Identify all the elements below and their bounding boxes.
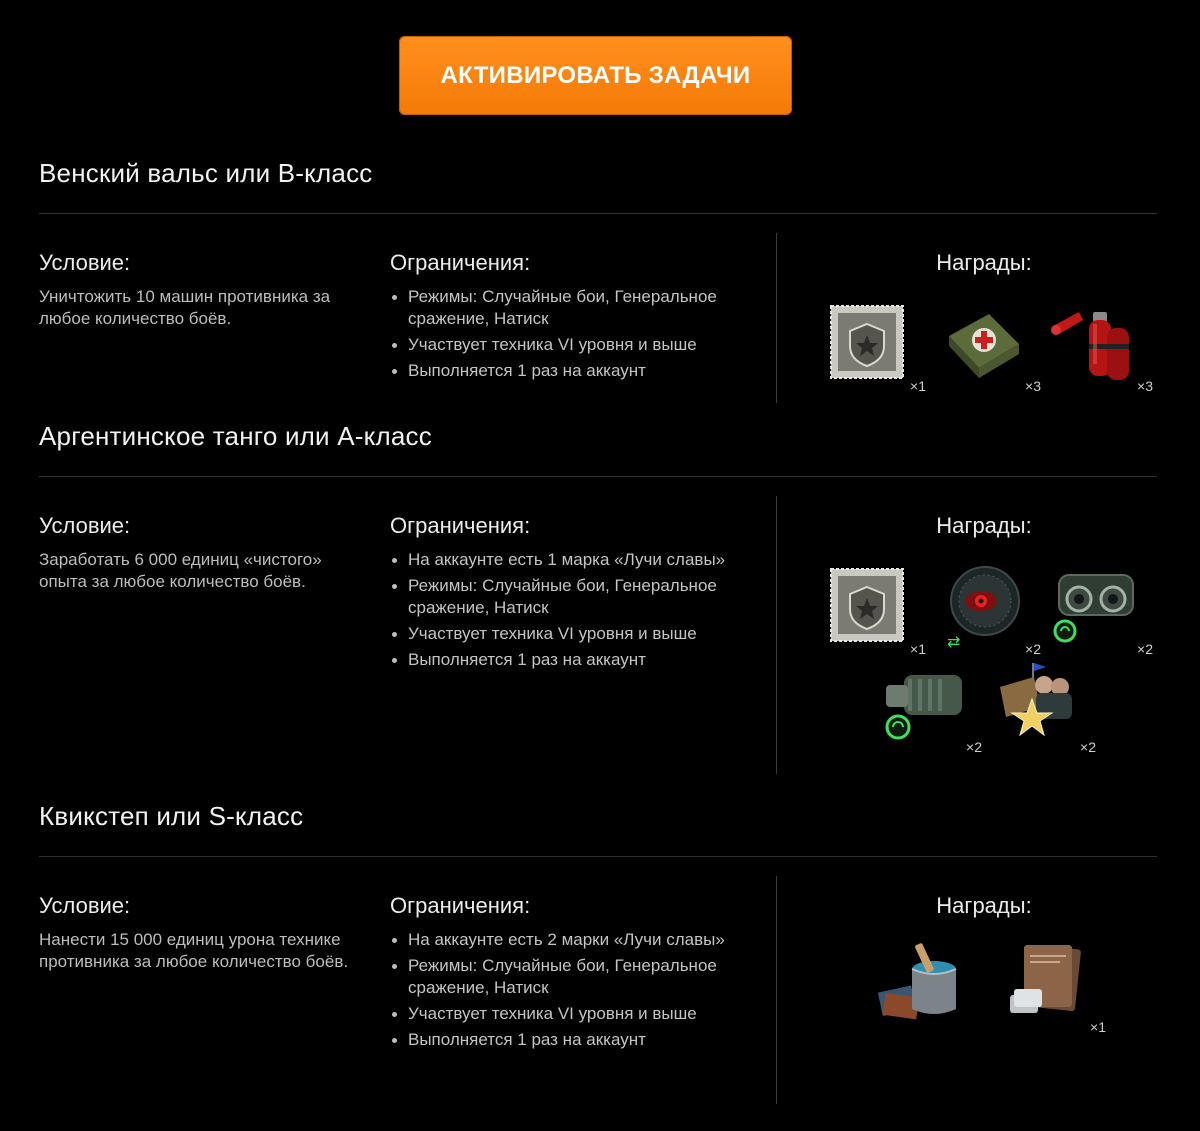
reward-item[interactable]: [822, 298, 926, 394]
restriction-item: На аккаунте есть 2 марки «Лучи славы»: [390, 929, 750, 951]
rewards-heading: Награды:: [936, 250, 1032, 275]
column-divider: [776, 496, 777, 774]
reward-qty: ×1: [910, 641, 926, 657]
reward-item[interactable]: [937, 298, 1041, 394]
section-divider: [39, 213, 1157, 214]
reward-item[interactable]: [876, 939, 966, 1029]
restrictions-heading: Ограничения:: [390, 513, 531, 538]
reward-item[interactable]: [1002, 939, 1106, 1035]
reward-item[interactable]: [822, 561, 926, 657]
fire-extinguisher-icon: [1049, 298, 1139, 388]
restriction-item: Участвует техника VI уровня и выше: [390, 623, 750, 645]
condition-text: Уничтожить 10 машин противника за любое количество боёв.: [39, 287, 331, 328]
paint-bucket-icon: [876, 939, 966, 1029]
turbo-engine-icon: [878, 659, 968, 749]
reward-item[interactable]: [878, 659, 982, 755]
reward-item[interactable]: [1049, 298, 1153, 394]
activate-tasks-button[interactable]: АКТИВИРОВАТЬ ЗАДАЧИ: [399, 36, 792, 115]
reward-qty: ×2: [1137, 641, 1153, 657]
condition-text: Заработать 6 000 единиц «чистого» опыта за любое количество боёв.: [39, 550, 322, 591]
reward-item[interactable]: [937, 561, 1041, 657]
task-title: Венский вальс или B-класс: [39, 158, 373, 188]
reward-qty: ×3: [1025, 378, 1041, 394]
restrictions-heading: Ограничения:: [390, 893, 531, 918]
task-title: Квикстеп или S-класс: [39, 801, 304, 831]
reward-item[interactable]: [992, 659, 1096, 755]
reward-qty: ×2: [966, 739, 982, 755]
mark-stamp-icon: [822, 298, 912, 388]
condition-heading: Условие:: [39, 250, 131, 275]
mark-stamp-icon: [822, 561, 912, 651]
restriction-item: Выполняется 1 раз на аккаунт: [390, 360, 750, 382]
restriction-item: Режимы: Случайные бои, Генеральное сражение, Натиск: [390, 575, 750, 619]
directive-eye-icon: [937, 561, 1027, 651]
section-divider: [39, 856, 1157, 857]
column-divider: [776, 233, 777, 403]
restriction-item: На аккаунте есть 1 марка «Лучи славы»: [390, 549, 750, 571]
crew-booster-icon: [992, 659, 1082, 749]
restriction-item: Участвует техника VI уровня и выше: [390, 334, 750, 356]
first-aid-kit-icon: [937, 298, 1027, 388]
restrictions-list: [390, 286, 750, 386]
reward-qty: ×2: [1025, 641, 1041, 657]
reward-qty: ×3: [1137, 378, 1153, 394]
condition-heading: Условие:: [39, 513, 131, 538]
crew-books-icon: [1002, 939, 1092, 1029]
restrictions-list: [390, 929, 750, 1055]
task-title: Аргентинское танго или A-класс: [39, 421, 432, 451]
restriction-item: Режимы: Случайные бои, Генеральное сражение, Натиск: [390, 286, 750, 330]
reward-item[interactable]: [1049, 561, 1153, 657]
restrictions-heading: Ограничения:: [390, 250, 531, 275]
reward-qty: ×2: [1080, 739, 1096, 755]
rewards-heading: Награды:: [936, 893, 1032, 918]
restrictions-list: [390, 549, 750, 675]
condition-text: Нанести 15 000 единиц урона технике противника за любое количество боёв.: [39, 930, 349, 971]
restriction-item: Выполняется 1 раз на аккаунт: [390, 649, 750, 671]
restriction-item: Участвует техника VI уровня и выше: [390, 1003, 750, 1025]
rewards-heading: Награды:: [936, 513, 1032, 538]
restriction-item: Выполняется 1 раз на аккаунт: [390, 1029, 750, 1051]
restriction-item: Режимы: Случайные бои, Генеральное сражение, Натиск: [390, 955, 750, 999]
reward-qty: ×1: [1090, 1019, 1106, 1035]
column-divider: [776, 876, 777, 1104]
condition-heading: Условие:: [39, 893, 131, 918]
section-divider: [39, 476, 1157, 477]
svg-text:⇄: ⇄: [947, 632, 961, 651]
binoculars-icon: [1049, 561, 1139, 651]
reward-qty: ×1: [910, 378, 926, 394]
